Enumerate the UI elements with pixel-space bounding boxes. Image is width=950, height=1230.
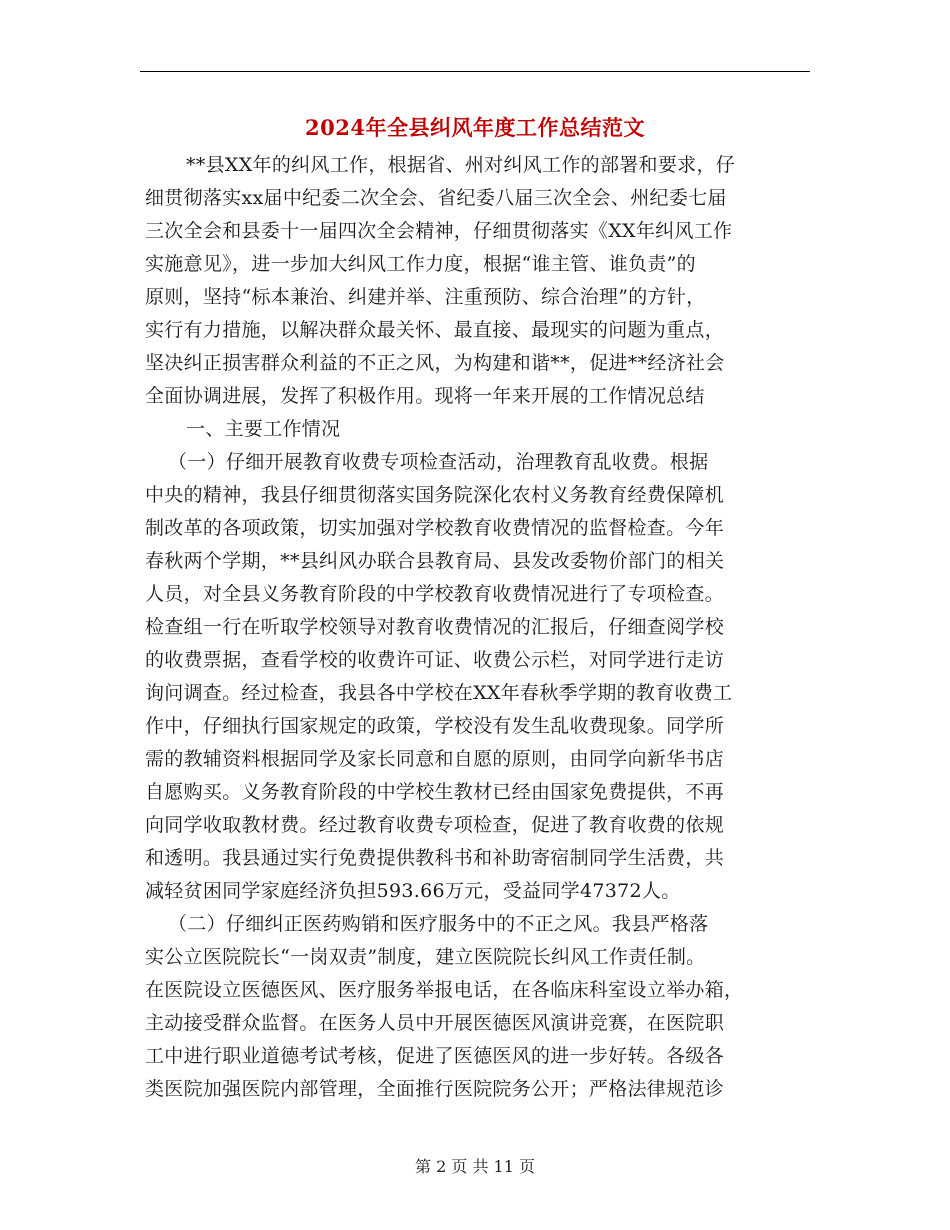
page-number: 第 2 页 共 11 页 <box>415 1157 535 1176</box>
body-line: 中央的精神，我县仔细贯彻落实国务院深化农村义务教育经费保障机 <box>145 484 725 506</box>
body-line: 在医院设立医德医风、医疗服务举报电话，在各临床科室设立举办箱， <box>145 979 744 1001</box>
section-heading: 一、主要工作情况 <box>186 418 341 440</box>
body-line: 作中，仔细执行国家规定的政策，学校没有发生乱收费现象。同学所 <box>145 715 725 737</box>
body-line: **县XX年的纠风工作，根据省、州对纠风工作的部署和要求，仔 <box>186 154 736 176</box>
header-rule <box>140 71 810 72</box>
body-line: （二）仔细纠正医药购销和医疗服务中的不正之风。我县严格落 <box>168 913 709 935</box>
body-line: 实行有力措施，以解决群众最关怀、最直接、最现实的问题为重点， <box>145 319 725 341</box>
body-line: 询问调查。经过检查，我县各中学校在XX年春秋季学期的教育收费工 <box>145 682 733 704</box>
body-line: 工中进行职业道德考试考核，促进了医德医风的进一步好转。各级各 <box>145 1045 725 1067</box>
body-line: 实公立医院院长“一岗双责”制度，建立医院院长纠风工作责任制。 <box>145 946 706 968</box>
body-line: 向同学收取教材费。经过教育收费专项检查，促进了教育收费的依规 <box>145 814 725 836</box>
body-line: 三次全会和县委十一届四次全会精神，仔细贯彻落实《XX年纠风工作 <box>145 220 733 242</box>
body-line: 细贯彻落实xx届中纪委二次全会、省纪委八届三次全会、州纪委七届 <box>145 187 727 209</box>
body-line: 检查组一行在听取学校领导对教育收费情况的汇报后，仔细查阅学校 <box>145 616 725 638</box>
body-line: 制改革的各项政策，切实加强对学校教育收费情况的监督检查。今年 <box>145 517 725 539</box>
body-line: 减轻贫困同学家庭经济负担593.66万元，受益同学47372人。 <box>145 880 681 902</box>
body-line: 全面协调进展，发挥了积极作用。现将一年来开展的工作情况总结 <box>145 385 705 407</box>
body-line: 实施意见》，进一步加大纠风工作力度，根据“谁主管、谁负责”的 <box>145 253 696 275</box>
body-line: 类医院加强医院内部管理，全面推行医院院务公开；严格法律规范诊 <box>145 1078 725 1100</box>
body-line: 坚决纠正损害群众利益的不正之风，为构建和谐**，促进**经济社会 <box>145 352 725 374</box>
body-line: 自愿购买。义务教育阶段的中学校生教材已经由国家免费提供，不再 <box>145 781 725 803</box>
body-line: 需的教辅资料根据同学及家长同意和自愿的原则，由同学向新华书店 <box>145 748 725 770</box>
body-line: 的收费票据，查看学校的收费许可证、收费公示栏，对同学进行走访 <box>145 649 725 671</box>
body-line: 和透明。我县通过实行免费提供教科书和补助寄宿制同学生活费，共 <box>145 847 725 869</box>
body-line: 春秋两个学期，**县纠风办联合县教育局、县发改委物价部门的相关 <box>145 550 725 572</box>
document-title: 2024年全县纠风年度工作总结范文 <box>305 115 645 140</box>
body-line: 主动接受群众监督。在医务人员中开展医德医风演讲竞赛，在医院职 <box>145 1012 725 1034</box>
body-line: （一）仔细开展教育收费专项检查活动，治理教育乱收费。根据 <box>168 451 709 473</box>
body-line: 原则，坚持“标本兼治、纠建并举、注重预防、综合治理”的方针， <box>145 286 706 308</box>
body-line: 人员，对全县义务教育阶段的中学校教育收费情况进行了专项检查。 <box>145 583 725 605</box>
